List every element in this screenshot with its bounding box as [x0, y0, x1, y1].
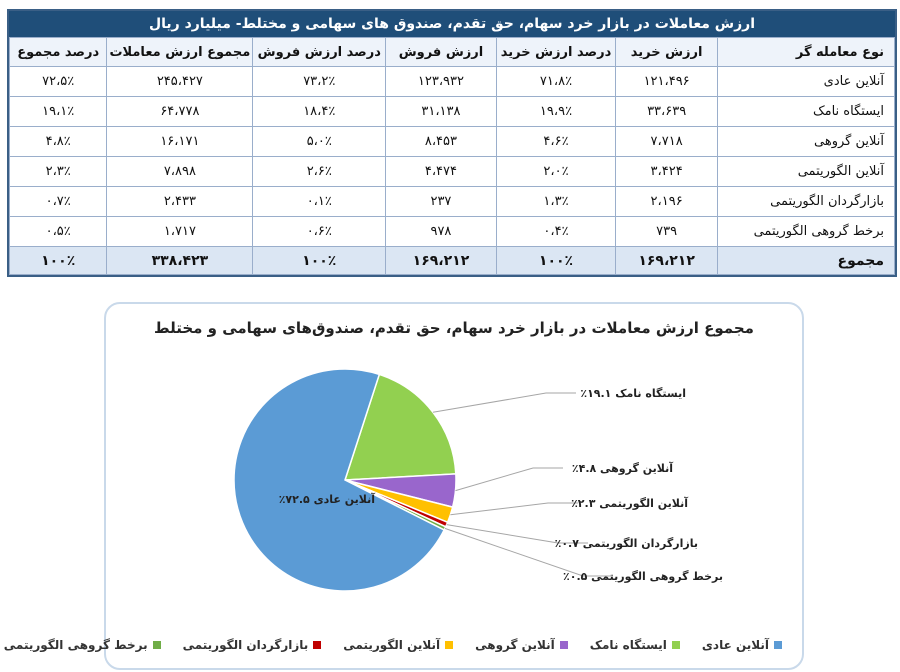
legend-item: [343, 638, 453, 652]
legend-label: آنلاین عادی: [701, 638, 769, 652]
table-cell: ۲۴۵،۴۲۷: [107, 67, 253, 97]
pie-chart-panel: [3, 302, 804, 670]
table-row: [10, 97, 895, 127]
table-cell: ۰،۴٪: [496, 217, 615, 247]
table-cell: ایستگاه نامک: [718, 97, 895, 127]
table-title: ارزش معاملات در بازار خرد سهام، حق تقدم، صندوق های سهامی و مختلط- میلیارد ریال: [9, 11, 895, 37]
table-cell: ۴،۶٪: [496, 127, 615, 157]
table-cell: ۱۶،۱۷۱: [107, 127, 253, 157]
table-cell: ۲،۱۹۶: [616, 187, 718, 217]
table-cell: ۷،۸۹۸: [107, 157, 253, 187]
table-cell: ۳۳۸،۴۲۳: [107, 247, 253, 275]
table-cell: ۷۱،۸٪: [496, 67, 615, 97]
col-header-sell-percent: درصد ارزش فروش: [253, 38, 386, 67]
table-cell: ۱۰۰٪: [10, 247, 107, 275]
table-cell: ۷۲،۵٪: [10, 67, 107, 97]
slice-label: برخط گروهی الگوریتمی ۰.۵٪: [563, 570, 723, 583]
table-cell: ۲،۰٪: [496, 157, 615, 187]
table-cell: ۱۶۹،۲۱۲: [616, 247, 718, 275]
trades-table: [9, 37, 895, 275]
table-cell: ۲،۶٪: [253, 157, 386, 187]
leader-line: [455, 468, 563, 491]
table-cell: ۰،۵٪: [10, 217, 107, 247]
table-cell: ۷،۷۱۸: [616, 127, 718, 157]
slice-label: آنلاین گروهی ۴.۸٪: [571, 462, 673, 475]
col-header-sell-value: ارزش فروش: [386, 38, 497, 67]
pie-chart: [106, 304, 802, 634]
table-cell: ۰،۱٪: [253, 187, 386, 217]
legend-swatch: [445, 641, 453, 649]
table-header-row: [10, 38, 895, 67]
table-cell: ۱۰۰٪: [253, 247, 386, 275]
table-cell: ۱۶۹،۲۱۲: [386, 247, 497, 275]
legend-item: [702, 638, 782, 652]
leader-line: [450, 503, 578, 515]
table-cell: ۹۷۸: [386, 217, 497, 247]
legend-item: [4, 638, 161, 652]
slice-label: آنلاین عادی ۷۲.۵٪: [278, 493, 376, 507]
chart-legend: [3, 638, 782, 652]
table-cell: ۱۰۰٪: [496, 247, 615, 275]
table-cell: ۴،۴۷۴: [386, 157, 497, 187]
table-cell: ۵،۰٪: [253, 127, 386, 157]
table-cell: آنلاین عادی: [718, 67, 895, 97]
table-cell: ۳،۴۲۴: [616, 157, 718, 187]
table-row: [10, 67, 895, 97]
slice-label: ایستگاه نامک ۱۹.۱٪: [580, 387, 686, 400]
table-cell: ۱،۳٪: [496, 187, 615, 217]
table-cell: ۱،۷۱۷: [107, 217, 253, 247]
legend-swatch: [560, 641, 568, 649]
table-cell: ۴،۸٪: [10, 127, 107, 157]
table-cell: ۱۹،۱٪: [10, 97, 107, 127]
leader-line: [433, 393, 576, 412]
table-cell: ۸،۴۵۳: [386, 127, 497, 157]
col-header-total-value: مجموع ارزش معاملات: [107, 38, 253, 67]
table-cell: آنلاین الگوریتمی: [718, 157, 895, 187]
table-cell: مجموع: [718, 247, 895, 275]
legend-swatch: [672, 641, 680, 649]
table-cell: ۱۹،۹٪: [496, 97, 615, 127]
col-header-trader-type: نوع معامله گر: [718, 38, 895, 67]
table-cell: ۶۴،۷۷۸: [107, 97, 253, 127]
table-cell: برخط گروهی الگوریتمی: [718, 217, 895, 247]
table-cell: ۰،۷٪: [10, 187, 107, 217]
table-cell: ۱۲۱،۴۹۶: [616, 67, 718, 97]
table-row: [10, 157, 895, 187]
table-cell: ۱۲۳،۹۳۲: [386, 67, 497, 97]
legend-label: ایستگاه نامک: [589, 638, 667, 652]
chart-title: مجموع ارزش معاملات در بازار خرد سهام، حق تقدم، صندوق‌های سهامی و مختلط: [154, 319, 754, 337]
legend-label: آنلاین الگوریتمی: [343, 638, 441, 652]
table-cell: بازارگردان الگوریتمی: [718, 187, 895, 217]
table-cell: ۲۳۷: [386, 187, 497, 217]
table-row: [10, 217, 895, 247]
legend-swatch: [774, 641, 782, 649]
table-cell: ۷۳،۲٪: [253, 67, 386, 97]
legend-swatch: [313, 641, 321, 649]
legend-item: [475, 638, 568, 652]
legend-item: [183, 638, 322, 652]
table-cell: ۰،۶٪: [253, 217, 386, 247]
col-header-total-percent: درصد مجموع: [10, 38, 107, 67]
table-total-row: [10, 247, 895, 275]
table-cell: ۲،۳٪: [10, 157, 107, 187]
slice-label: آنلاین الگوریتمی ۲.۳٪: [571, 497, 688, 510]
table-cell: ۷۳۹: [616, 217, 718, 247]
table-cell: ۳۳،۶۳۹: [616, 97, 718, 127]
table-cell: ۳۱،۱۳۸: [386, 97, 497, 127]
legend-label: برخط گروهی الگوریتمی: [3, 638, 148, 652]
legend-swatch: [153, 641, 161, 649]
slice-label: بازارگردان الگوریتمی ۰.۷٪: [554, 537, 698, 550]
legend-label: بازارگردان الگوریتمی: [182, 638, 309, 652]
col-header-buy-percent: درصد ارزش خرید: [496, 38, 615, 67]
trades-table-panel: [7, 9, 897, 277]
legend-item: [590, 638, 680, 652]
table-cell: ۲،۴۳۳: [107, 187, 253, 217]
table-cell: آنلاین گروهی: [718, 127, 895, 157]
legend-label: آنلاین گروهی: [475, 638, 555, 652]
col-header-buy-value: ارزش خرید: [616, 38, 718, 67]
table-cell: ۱۸،۴٪: [253, 97, 386, 127]
leader-line: [445, 528, 613, 576]
table-row: [10, 187, 895, 217]
table-row: [10, 127, 895, 157]
